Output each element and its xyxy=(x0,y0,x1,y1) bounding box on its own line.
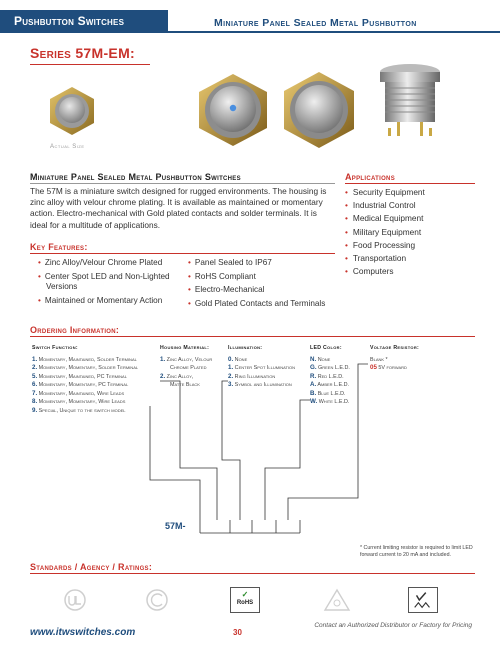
column-header: Voltage Resistor: xyxy=(370,345,420,351)
option-text: Ring Illumination xyxy=(234,373,276,380)
description-title: Miniature Panel Sealed Metal Pushbutton Switches xyxy=(30,172,241,182)
option-key: 9. xyxy=(32,406,38,414)
option-key: N. xyxy=(310,355,317,363)
features-title: Key Features: xyxy=(30,242,88,252)
resistor-note: * Current limiting resistor is required to limit LED forward current to 20 mA and included. xyxy=(360,545,473,558)
ul-recognized-icon xyxy=(60,587,90,613)
option-text: None xyxy=(317,356,331,363)
option-text: Special, Unique to the switch model xyxy=(38,407,126,414)
list-item: • Food Processing xyxy=(345,239,425,252)
option-key: 0. xyxy=(228,355,234,363)
option-text: Center Spot Illumination xyxy=(234,365,296,371)
rohs-label: RoHS xyxy=(236,600,254,606)
page-title: Miniature Panel Sealed Metal Pushbutton xyxy=(214,17,417,29)
option-key: B. xyxy=(310,389,317,397)
option-key: 5. xyxy=(32,372,38,380)
applications-title: Applications xyxy=(345,172,395,182)
option-text: 5V forward xyxy=(378,365,407,371)
list-item: • Military Equipment xyxy=(345,226,425,239)
option-text: Blue L.E.D. xyxy=(317,390,346,397)
ip-rating-icon xyxy=(322,587,352,613)
list-item: • Panel Sealed to IP67 xyxy=(188,258,338,269)
column-header: Illumination: xyxy=(228,345,263,351)
list-item: • Security Equipment xyxy=(345,186,425,199)
website-link[interactable]: www.itwswitches.com xyxy=(30,627,136,638)
option-text: Momentary, Momentary, Wire Leads xyxy=(38,399,126,405)
standards-title: Standards / Agency / Ratings: xyxy=(30,562,153,572)
option-key: 7. xyxy=(32,389,38,397)
option-key: 05 xyxy=(370,364,377,371)
list-item: • Center Spot LED and Non-Lighted Versions xyxy=(38,272,183,293)
description-text: The 57M is a miniature switch designed for rugged environments. The housing is zinc alloy with velour chrome plating. It is available as maintained or momentary action. Electro-mechanical with Gold plated contacts and solder terminals. It is ideal for a multitude of applications. xyxy=(30,186,327,230)
option-text: Momentary, Momentary, PC Terminal xyxy=(38,382,129,388)
standards-rule xyxy=(30,573,475,574)
option-text: Momentary, Momentary, Solder Terminal xyxy=(38,365,139,371)
option-key: G. xyxy=(310,364,317,371)
option-text: Momentary, Maintained, PC Terminal xyxy=(38,373,127,380)
option-key: 6. xyxy=(32,381,38,388)
option-text: White L.E.D. xyxy=(318,399,350,405)
section-tab: Pushbutton Switches xyxy=(0,10,168,31)
option-text: Amber L.E.D. xyxy=(317,382,350,388)
option-key: 1. xyxy=(160,355,166,363)
option-text: Green L.E.D. xyxy=(318,365,350,371)
option-row-continued: Chrome Plated xyxy=(170,365,207,371)
checkmark-icon: ✓ xyxy=(241,590,249,599)
series-title: Series 57M-EM: xyxy=(30,45,135,61)
part-number-prefix: 57M- xyxy=(165,521,186,531)
option-text: Symbol and Illumination xyxy=(234,382,292,388)
option-key: A. xyxy=(310,381,317,388)
list-item: • Transportation xyxy=(345,252,425,265)
option-key: W. xyxy=(310,398,318,405)
list-item: • Medical Equipment xyxy=(345,212,425,225)
certification-mark-icon xyxy=(408,587,438,613)
list-item: • Gold Plated Contacts and Terminals xyxy=(188,299,338,310)
option-key: 2. xyxy=(32,364,38,371)
option-text: None xyxy=(234,356,248,363)
rohs-compliant-icon xyxy=(230,587,260,613)
csa-certified-icon xyxy=(142,587,172,613)
option-key: 1. xyxy=(228,364,234,371)
list-item: • RoHS Compliant xyxy=(188,272,338,283)
option-key: 8. xyxy=(32,398,38,405)
image-caption: Actual Size xyxy=(50,144,85,150)
option-text: Zinc Alloy, Velour xyxy=(166,356,213,363)
column-header: Housing Material: xyxy=(160,345,210,351)
option-key: 2. xyxy=(228,372,234,380)
option-text: Blank * xyxy=(370,356,388,363)
list-item: • Electro-Mechanical xyxy=(188,285,338,296)
list-item: • Zinc Alloy/Velour Chrome Plated xyxy=(38,258,183,269)
option-key: 2. xyxy=(160,372,166,380)
option-text: Momentary, Maintained, Wire Leads xyxy=(38,390,125,397)
list-item: • Computers xyxy=(345,265,425,278)
option-key: 1. xyxy=(32,355,38,363)
option-row-continued: Matte Black xyxy=(170,382,200,388)
column-header: LED Color: xyxy=(310,345,342,351)
option-text: Momentary, Maintained, Solder Terminal xyxy=(38,356,137,363)
option-key: 3. xyxy=(228,381,234,388)
column-header: Switch Function: xyxy=(32,345,78,351)
page-number: 30 xyxy=(233,628,242,637)
list-item: • Maintained or Momentary Action xyxy=(38,296,183,307)
list-item: • Industrial Control xyxy=(345,199,425,212)
ordering-title: Ordering Information: xyxy=(30,325,120,335)
option-text: Zinc Alloy, xyxy=(166,373,194,380)
option-key: R. xyxy=(310,372,317,380)
option-text: Red L.E.D. xyxy=(317,373,344,380)
contact-note: Contact an Authorized Distributor or Factory for Pricing xyxy=(314,622,472,629)
